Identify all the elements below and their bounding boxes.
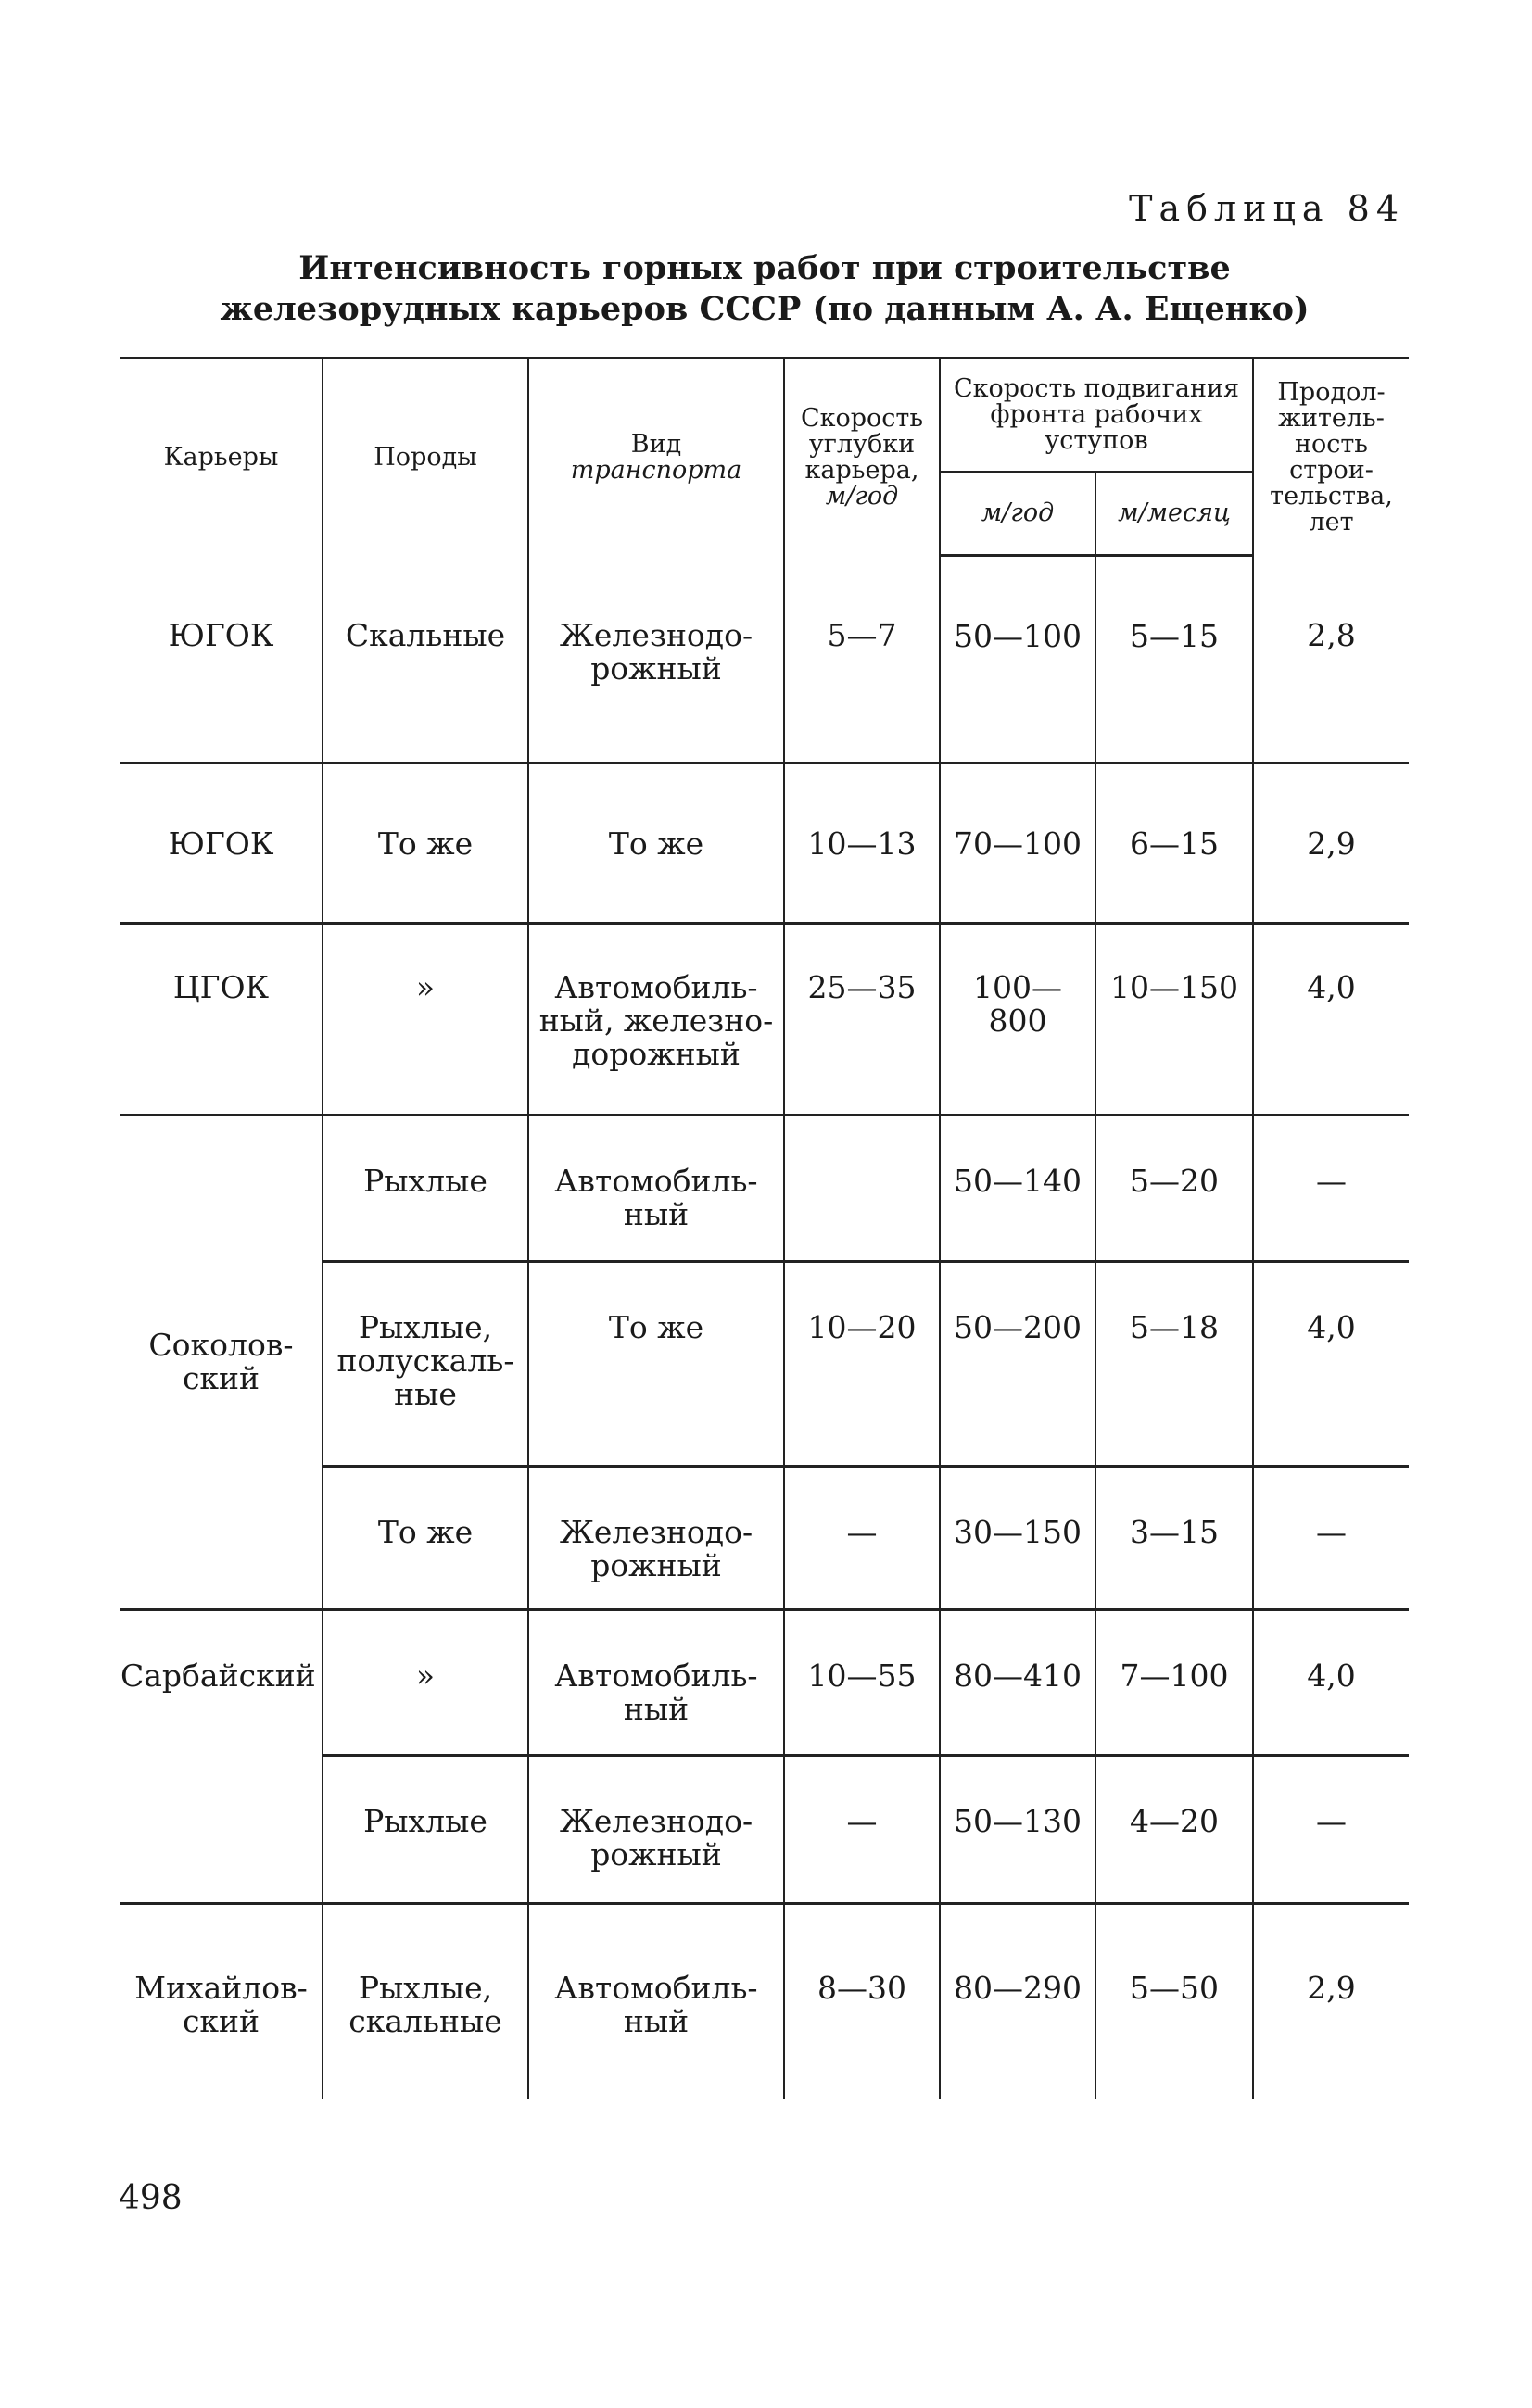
table-row bbox=[120, 1756, 1409, 1904]
cell-month: 5—15 bbox=[1095, 556, 1253, 763]
table-title bbox=[120, 248, 1409, 330]
cell-rock bbox=[323, 1261, 528, 1466]
cell-year: 50—100 bbox=[940, 556, 1095, 763]
cell-quarry: Сарбайский bbox=[120, 1609, 323, 1756]
cell-year: 50—130 bbox=[940, 1756, 1095, 1904]
cell-month: 5—50 bbox=[1095, 1903, 1253, 2099]
title-line-1: Интенсивность горных работ при строительстве bbox=[298, 249, 1231, 287]
cell-duration: — bbox=[1253, 1115, 1409, 1261]
cell-line: Железнодо- bbox=[559, 1513, 753, 1550]
cell-duration: 4,0 bbox=[1253, 923, 1409, 1115]
header-transport-line-1: Вид bbox=[630, 429, 682, 459]
cell-month: 10—150 bbox=[1095, 923, 1253, 1115]
cell-quarry bbox=[120, 1115, 323, 1609]
cell-line: скальные bbox=[348, 2002, 502, 2039]
header-front-line: фронта рабочих bbox=[990, 400, 1203, 429]
cell-month: 4—20 bbox=[1095, 1756, 1253, 1904]
header-front-speed bbox=[940, 359, 1253, 473]
cell-transport: То же bbox=[528, 1261, 784, 1466]
header-depth-line: карьера, bbox=[804, 455, 919, 485]
cell-line: Железнодо- bbox=[559, 1803, 753, 1839]
cell-duration: — bbox=[1253, 1466, 1409, 1609]
cell-duration: 4,0 bbox=[1253, 1261, 1409, 1466]
cell-line: ный bbox=[623, 2002, 690, 2039]
cell-line: ный, железно- bbox=[538, 1002, 774, 1039]
header-quarries: Карьеры bbox=[120, 359, 323, 556]
cell-duration: 4,0 bbox=[1253, 1609, 1409, 1756]
header-duration-line: строи- bbox=[1289, 455, 1374, 485]
header-front-line: уступов bbox=[1045, 426, 1148, 455]
cell-line: Железнодо- bbox=[559, 616, 753, 653]
cell-rock: » bbox=[323, 923, 528, 1115]
table-row bbox=[120, 1115, 1409, 1261]
cell-rock: Рыхлые bbox=[323, 1115, 528, 1261]
table-header bbox=[120, 359, 1409, 556]
cell-quarry: ЮГОК bbox=[120, 556, 323, 763]
table-row bbox=[120, 923, 1409, 1115]
cell-line: дорожный bbox=[572, 1035, 741, 1072]
cell-line: Рыхлые, bbox=[358, 1969, 493, 2006]
table-body bbox=[120, 556, 1409, 2099]
cell-line: ный bbox=[623, 1690, 690, 1727]
page-number: 498 bbox=[119, 2179, 183, 2217]
cell-duration: — bbox=[1253, 1756, 1409, 1904]
cell-rock: » bbox=[323, 1609, 528, 1756]
header-duration-line: ность bbox=[1295, 429, 1369, 459]
cell-line: ные bbox=[394, 1375, 457, 1412]
cell-depth: 10—20 bbox=[784, 1261, 940, 1466]
cell-line: Автомобиль- bbox=[554, 1657, 758, 1694]
cell-depth: 8—30 bbox=[784, 1903, 940, 2099]
cell-month: 5—20 bbox=[1095, 1115, 1253, 1261]
cell-month: 6—15 bbox=[1095, 763, 1253, 923]
cell-depth: — bbox=[784, 1756, 940, 1904]
table-label: Таблица 84 bbox=[1129, 188, 1405, 229]
header-front-line: Скорость подвигания bbox=[954, 374, 1240, 403]
cell-month: 3—15 bbox=[1095, 1466, 1253, 1609]
cell-year: 80—410 bbox=[940, 1609, 1095, 1756]
cell-transport bbox=[528, 1756, 784, 1904]
header-depth-unit: м/год bbox=[825, 481, 899, 511]
header-transport-line-2: транспорта bbox=[570, 455, 742, 485]
cell-month: 7—100 bbox=[1095, 1609, 1253, 1756]
cell-duration: 2,9 bbox=[1253, 763, 1409, 923]
cell-month: 5—18 bbox=[1095, 1261, 1253, 1466]
cell-quarry bbox=[120, 1903, 323, 2099]
cell-line: Автомобиль- bbox=[554, 968, 758, 1005]
cell-line: рожный bbox=[590, 1836, 722, 1872]
cell-year: 80—290 bbox=[940, 1903, 1095, 2099]
cell-quarry: ЦГОК bbox=[120, 923, 323, 1115]
header-transport bbox=[528, 359, 784, 556]
cell-year: 30—150 bbox=[940, 1466, 1095, 1609]
cell-depth: 10—55 bbox=[784, 1609, 940, 1756]
cell-year: 100—800 bbox=[940, 923, 1095, 1115]
cell-depth bbox=[784, 1115, 940, 1261]
cell-line: полускаль- bbox=[336, 1342, 514, 1379]
cell-line: ный bbox=[623, 1195, 690, 1232]
cell-depth: 10—13 bbox=[784, 763, 940, 923]
header-duration bbox=[1253, 359, 1409, 556]
cell-transport bbox=[528, 1903, 784, 2099]
cell-transport bbox=[528, 1466, 784, 1609]
header-front-unit-year: м/год bbox=[940, 472, 1095, 556]
header-duration-line: Продол- bbox=[1277, 377, 1386, 407]
cell-quarry bbox=[120, 1756, 323, 1904]
cell-transport bbox=[528, 1115, 784, 1261]
cell-rock: То же bbox=[323, 763, 528, 923]
table-row bbox=[120, 1609, 1409, 1756]
title-line-2: железорудных карьеров СССР (по данным А. А. Ещенко) bbox=[220, 290, 1310, 328]
table-row bbox=[120, 556, 1409, 763]
cell-year: 70—100 bbox=[940, 763, 1095, 923]
cell-line: рожный bbox=[590, 649, 722, 687]
table-row bbox=[120, 1903, 1409, 2099]
cell-rock: То же bbox=[323, 1466, 528, 1609]
cell-line: ский bbox=[182, 1360, 260, 1396]
cell-line: рожный bbox=[590, 1546, 722, 1583]
cell-transport bbox=[528, 1609, 784, 1756]
cell-duration: 2,9 bbox=[1253, 1903, 1409, 2099]
header-duration-line: лет bbox=[1309, 507, 1354, 536]
header-duration-line: тельства, bbox=[1270, 481, 1393, 511]
cell-transport bbox=[528, 556, 784, 763]
header-duration-line: житель- bbox=[1278, 403, 1385, 433]
cell-line: Михайлов- bbox=[134, 1969, 308, 2006]
cell-depth: 5—7 bbox=[784, 556, 940, 763]
header-rocks: Породы bbox=[323, 359, 528, 556]
cell-rock: Рыхлые bbox=[323, 1756, 528, 1904]
cell-year: 50—140 bbox=[940, 1115, 1095, 1261]
cell-transport: То же bbox=[528, 763, 784, 923]
cell-line: ский bbox=[182, 2002, 260, 2039]
cell-rock: Скальные bbox=[323, 556, 528, 763]
header-depth-line: Скорость bbox=[800, 403, 924, 433]
cell-line: Рыхлые, bbox=[358, 1308, 493, 1345]
cell-depth: 25—35 bbox=[784, 923, 940, 1115]
cell-year: 50—200 bbox=[940, 1261, 1095, 1466]
table-row bbox=[120, 763, 1409, 923]
cell-line: Автомобиль- bbox=[554, 1969, 758, 2006]
cell-duration: 2,8 bbox=[1253, 556, 1409, 763]
cell-depth: — bbox=[784, 1466, 940, 1609]
cell-quarry: ЮГОК bbox=[120, 763, 323, 923]
cell-line: Автомобиль- bbox=[554, 1162, 758, 1199]
data-table bbox=[120, 357, 1409, 2099]
header-depth-line: углубки bbox=[808, 429, 916, 459]
header-depth-speed bbox=[784, 359, 940, 556]
cell-line: Соколов- bbox=[148, 1327, 294, 1363]
header-front-unit-month: м/месяц bbox=[1095, 472, 1253, 556]
cell-rock bbox=[323, 1903, 528, 2099]
cell-transport bbox=[528, 923, 784, 1115]
